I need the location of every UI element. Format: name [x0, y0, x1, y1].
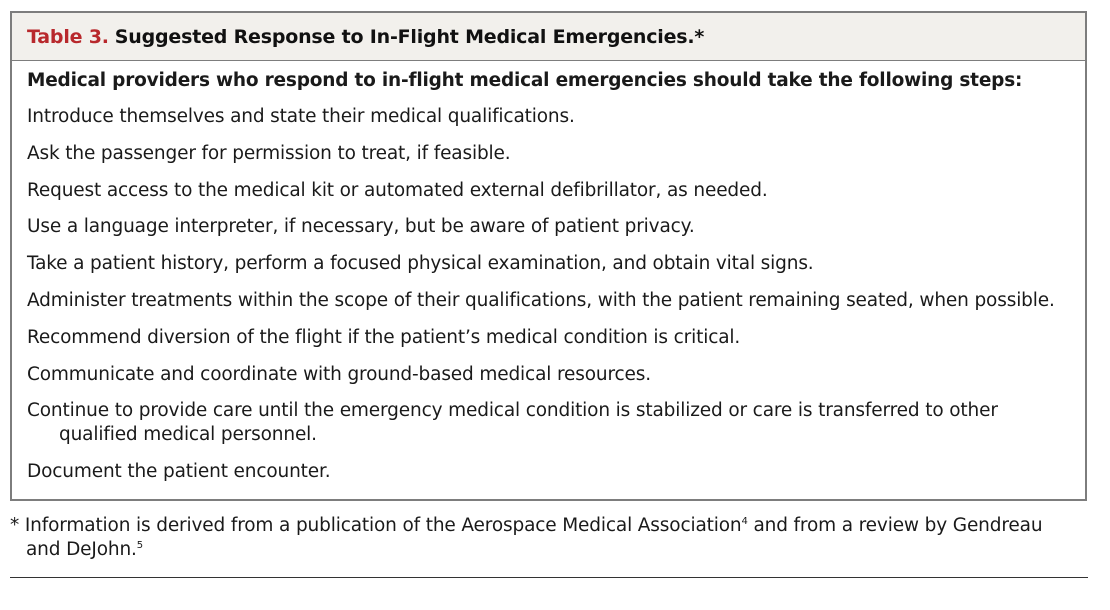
table-title: Suggested Response to In-Flight Medical Emergencies.* [114, 25, 705, 48]
reference-superscript: 4 [741, 515, 748, 527]
step-item: Administer treatments within the scope of their qualifications, with the patient remaining seated, when possible. [27, 289, 1055, 311]
step-item: Communicate and coordinate with ground-based medical resources. [27, 363, 652, 385]
bottom-rule [10, 577, 1088, 578]
footnote-text: Information is derived from a publication of the Aerospace Medical Association [24, 515, 742, 536]
step-item: Request access to the medical kit or automated external defibrillator, as needed. [27, 179, 768, 201]
table-number: Table 3. [27, 25, 109, 48]
footnote [10, 514, 1080, 562]
table-intro: Medical providers who respond to in-flight medical emergencies should take the following steps: [27, 70, 1023, 91]
step-item: Take a patient history, perform a focused physical examination, and obtain vital signs. [27, 253, 814, 275]
table-header [12, 13, 1085, 61]
table-body [12, 61, 1085, 484]
reference-superscript: 5 [136, 539, 143, 551]
footnote-marker: * [10, 515, 20, 536]
table-container [10, 11, 1087, 501]
step-item: Use a language interpreter, if necessary, but be aware of patient privacy. [27, 216, 695, 238]
step-item: Continue to provide care until the emergency medical condition is stabilized or care is transferred to other qualified medical personnel. [27, 400, 998, 446]
step-item: Ask the passenger for permission to treat, if feasible. [27, 142, 511, 164]
footnote-text-continued: and from a review by Gendreau and DeJohn. [26, 515, 1043, 560]
step-item: Recommend diversion of the flight if the patient’s medical condition is critical. [27, 326, 741, 348]
step-item: Document the patient encounter. [27, 461, 331, 483]
step-item: Introduce themselves and state their medical qualifications. [27, 106, 575, 127]
